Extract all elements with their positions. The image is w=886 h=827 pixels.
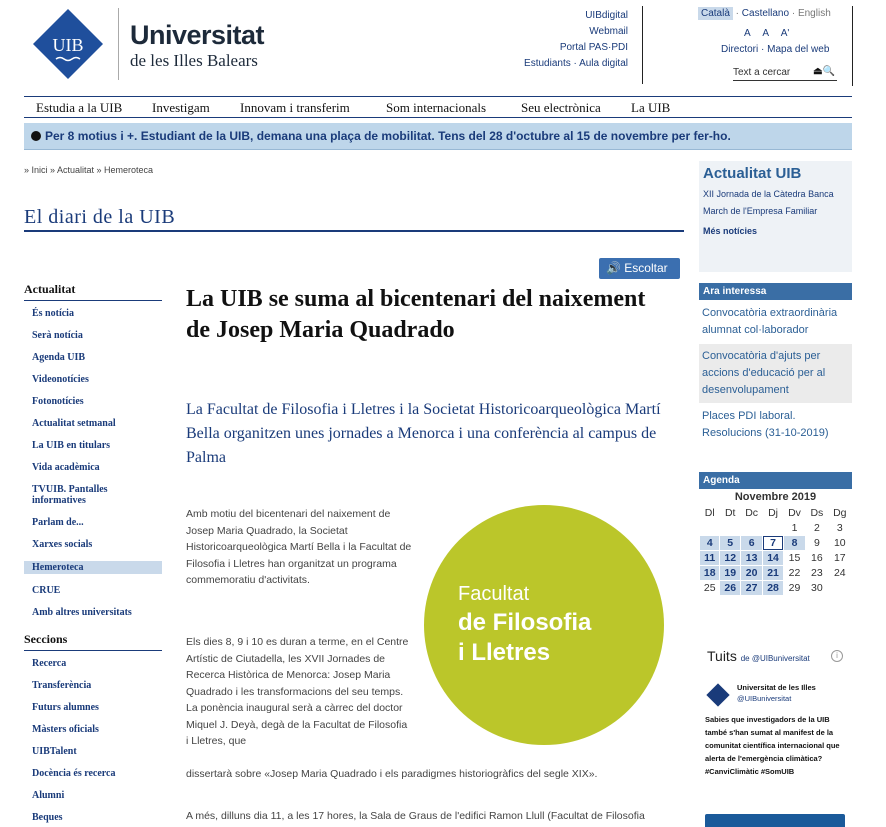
article-title: La UIB se suma al bicentenari del naixement de Josep Maria Quadrado [186,286,646,343]
weekday-label: Dv [788,507,801,519]
sidebar-item[interactable]: La UIB en titulars [32,440,111,451]
calendar-day: 2 [813,522,820,534]
sidebar-item[interactable]: Fotonotícies [32,396,84,407]
sidebar-item[interactable]: Xarxes socials [32,539,93,550]
article-paragraph-2: Els dies 8, 9 i 10 es duran a terme, en el Centre Artístic de Ciutadella, les XVII Jornades de Recerca Històrica de Menorca: Josep Maria Quadrado i les transformacions del seu temps. La ponència inaugural serà a càrrec del doctor Miquel J. Deyà, degà de la Facultat de Filosofia i Lletres, que [186,636,409,747]
image-text-2: de Filosofia [458,609,592,636]
calendar-day-event[interactable]: 27 [741,581,762,595]
search-placeholder: Text a cercar [733,67,791,78]
mobility-banner[interactable] [24,123,852,150]
calendar-day-event[interactable]: 21 [763,566,782,580]
calendar-day: 15 [788,552,801,564]
article-paragraph-3: A més, dilluns dia 11, a les 17 hores, la Sala de Graus de l'edifici Ramon Llull (Facultat de Filosofia [186,810,645,822]
calendar-day-event[interactable]: 18 [700,566,719,580]
sidebar-item[interactable]: Beques [32,812,63,823]
sidebar-item-hemeroteca[interactable]: Hemeroteca [24,561,162,574]
tuits-title: Tuits [707,648,737,664]
top-links [524,8,628,72]
nav-la-uib[interactable]: La UIB [631,100,671,115]
nav-innovam[interactable]: Innovam i transferim [240,100,350,115]
calendar-day-event[interactable]: 12 [720,551,739,565]
language-selector: Català · Castellano · English [698,8,831,19]
link-uibdigital[interactable]: UIBdigital [585,10,628,21]
calendar-day [720,521,739,535]
calendar-day-event[interactable]: 5 [720,536,739,550]
sidebar-item[interactable]: Serà notícia [32,330,83,341]
ara-item[interactable]: Places PDI laboral. Resolucions (31-10-2019) [699,404,852,447]
calendar-weekdays [700,506,851,520]
calendar-week [700,536,851,550]
sidebar-item[interactable]: Transferència [32,680,92,691]
listen-label: Escoltar [624,261,668,275]
uib-logo[interactable] [33,9,103,79]
image-text-1: Facultat [458,583,530,605]
nav-seu[interactable]: Seu electrònica [521,100,601,115]
directory-links[interactable]: Directori · Mapa del web [721,44,830,55]
calendar-week [700,581,851,595]
sidebar-item[interactable]: Màsters oficials [32,724,99,735]
sidebar-item[interactable]: Alumni [32,790,65,801]
sidebar-item[interactable]: Recerca [32,658,67,669]
article-paragraph-1: Amb motiu del bicentenari del naixement de Josep Maria Quadrado, la Societat Historicoarqueològica Martí Bella i la Facultat de Filosofia i Lletres han organitzat un programa commemoratiu d'activitats. [186,508,412,586]
nav-estudia[interactable]: Estudia a la UIB [36,100,123,115]
actualitat-title[interactable]: Actualitat UIB [703,165,802,182]
calendar-day-event[interactable]: 14 [763,551,782,565]
calendar-day: 1 [791,522,798,534]
section-title[interactable]: El diari de la UIB [24,206,176,228]
twitter-follow-button[interactable] [705,814,845,827]
sidebar-item[interactable]: Amb altres universitats [32,607,132,618]
calendar-day-event[interactable]: 4 [700,536,719,550]
calendar-day [763,521,782,535]
university-subname[interactable]: de les Illes Balears [130,51,258,70]
weekday-label: Dg [833,507,847,519]
font-size-controls[interactable]: A A A' [744,28,790,39]
search-input[interactable] [733,65,837,81]
calendar-day-event[interactable]: 19 [720,566,739,580]
article-subtitle: La Facultat de Filosofia i Lletres i la Societat Historicoarqueològica Martí Bella organitzen unes jornades a Menorca i una conferència al campus de Palma [186,401,661,466]
banner-text: Per 8 motius i +. Estudiant de la UIB, demana una plaça de mobilitat. Tens del 28 d'octubre al 15 de novembre per fer-ho. [45,129,731,143]
lang-english[interactable]: English [797,8,831,19]
search-icon[interactable]: ⏏🔍 [813,66,835,77]
agenda-heading: Agenda [699,472,852,489]
sidebar-item[interactable]: Futurs alumnes [32,702,99,713]
calendar-day-event[interactable]: 28 [763,581,782,595]
tweet-handle[interactable]: @UIBuniversitat [737,694,792,703]
tuits-by[interactable]: de @UIBuniversitat [740,654,810,663]
left-sidebar [24,282,162,827]
calendar-day-event[interactable]: 13 [741,551,762,565]
bullet-icon [31,131,41,141]
lang-catala[interactable]: Català [698,7,733,20]
sidebar-item[interactable]: Videonotícies [32,374,89,385]
calendar-day: 25 [703,582,716,594]
calendar-day-event[interactable]: 26 [720,581,739,595]
logo-text: UIB [52,35,84,55]
main-nav [24,96,852,118]
ara-item[interactable]: Convocatòria d'ajuts per accions d'educació per al desenvolupament [699,344,852,404]
calendar-day [741,521,762,535]
calendar-day: 23 [811,567,823,579]
calendar-day-event[interactable]: 6 [741,536,762,550]
calendar-day: 22 [788,567,801,579]
speaker-icon: 🔊 [606,261,621,275]
listen-button[interactable] [599,258,680,279]
calendar-day-event[interactable]: 20 [741,566,762,580]
calendar-day: 16 [811,552,823,564]
image-text-3: i Lletres [458,639,551,666]
actualitat-news[interactable]: XII Jornada de la Càtedra Banca March de l'Empresa Familiar [703,189,834,216]
logo-divider [118,8,119,80]
weekday-label: Ds [810,507,824,519]
calendar-day: 3 [836,522,843,534]
agenda-calendar [699,491,852,596]
sidebar-item[interactable]: Docència és recerca [32,768,116,779]
lang-castellano[interactable]: Castellano [741,8,790,19]
sidebar-item[interactable]: Agenda UIB [32,352,86,363]
header-divider-right [852,6,853,86]
calendar-grid [699,505,852,596]
header-divider [642,6,643,84]
nav-internacionals[interactable]: Som internacionals [386,100,487,115]
section-divider [24,230,684,232]
sidebar-item[interactable]: Parlam de... [32,517,84,528]
tweet-body: Sabies que investigadors de la UIB també s'han sumat al manifest de la comunitat científica internacional que alerta de l'emergència climàtica? #CanviClimàtic #SomUIB [705,715,840,776]
actualitat-box [699,161,852,272]
calendar-week [700,566,851,580]
tweet-author[interactable]: Universitat de les Illes [737,683,816,692]
calendar-day-event[interactable]: 11 [700,551,719,565]
link-webmail[interactable]: Webmail [589,26,628,37]
calendar-month: Novembre 2019 [734,491,817,503]
faculty-image [424,505,664,745]
more-news-link[interactable]: Més notícies [703,226,758,236]
weekday-label: Dj [768,507,779,519]
sidebar-item[interactable]: UIBTalent [32,746,77,757]
calendar-day: 9 [813,537,820,549]
calendar-day [829,581,851,595]
info-icon[interactable]: i [831,650,843,662]
calendar-day: 17 [833,552,846,564]
sidebar-item[interactable]: És notícia [32,308,74,319]
calendar-week [700,551,851,565]
breadcrumb[interactable]: » Inici » Actualitat » Hemeroteca [24,165,154,175]
weekday-label: Dl [704,507,715,519]
weekday-label: Dt [724,507,736,519]
nav-investigam[interactable]: Investigam [152,100,210,115]
sidebar-heading-actualitat: Actualitat [24,282,162,301]
calendar-week [700,521,851,535]
calendar-day-event[interactable]: 8 [784,536,805,550]
university-name[interactable]: Universitat [130,20,265,50]
article-paragraph-2-end: dissertarà sobre «Josep Maria Quadrado i els paradigmes historiogràfics del segle XIX». [186,768,598,780]
weekday-label: Dc [745,507,759,519]
sidebar-item[interactable]: Actualitat setmanal [32,418,116,429]
tuits-header [707,648,838,664]
link-portal[interactable]: Portal PAS·PDI [559,42,628,53]
sidebar-item[interactable]: TVUIB. Pantalles informatives [32,484,108,506]
calendar-day-event[interactable]: 7 [763,536,782,550]
sidebar-item[interactable]: CRUE [32,585,61,596]
calendar-day [700,521,719,535]
avatar [706,683,729,706]
ara-interessa-heading: Ara interessa [699,283,852,300]
calendar-day: 29 [788,582,801,594]
calendar-day: 10 [833,537,846,549]
sidebar-item[interactable]: Vida acadèmica [32,462,100,473]
sidebar-heading-seccions: Seccions [24,632,162,651]
calendar-day: 24 [833,567,846,579]
ara-interessa-list [699,301,852,447]
calendar-day: 30 [811,582,823,594]
ara-item[interactable]: Convocatòria extraordinària alumnat col·laborador [699,301,852,344]
link-estudiants[interactable]: Estudiants · Aula digital [524,58,628,69]
